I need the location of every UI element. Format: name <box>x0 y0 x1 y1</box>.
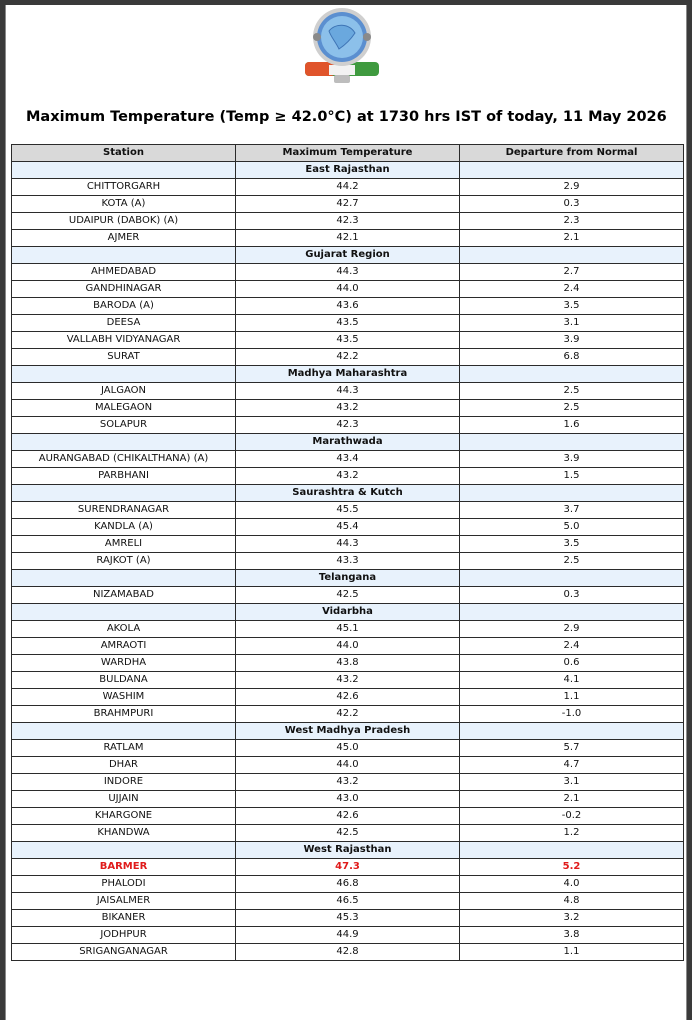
table-row <box>12 468 684 485</box>
region-header-row <box>12 570 684 587</box>
region-empty-cell <box>12 570 236 587</box>
max-temperature-cell: 43.5 <box>236 315 460 332</box>
departure-cell: 2.9 <box>460 179 684 196</box>
station-cell: BARMER <box>12 859 236 876</box>
table-row <box>12 553 684 570</box>
table-row <box>12 944 684 961</box>
departure-cell: 3.5 <box>460 298 684 315</box>
page-title: Maximum Temperature (Temp ≥ 42.0°C) at 1730 hrs IST of today, 11 May 2026 <box>26 109 667 125</box>
region-header-row <box>12 604 684 621</box>
station-cell: INDORE <box>12 774 236 791</box>
table-row <box>12 893 684 910</box>
departure-cell: 4.1 <box>460 672 684 689</box>
departure-cell: 1.5 <box>460 468 684 485</box>
max-temperature-cell: 43.8 <box>236 655 460 672</box>
station-cell: KHANDWA <box>12 825 236 842</box>
station-cell: DEESA <box>12 315 236 332</box>
max-temperature-cell: 43.4 <box>236 451 460 468</box>
departure-cell: 3.5 <box>460 536 684 553</box>
table-row <box>12 876 684 893</box>
region-empty-cell <box>460 366 684 383</box>
region-empty-cell <box>460 842 684 859</box>
table-row <box>12 502 684 519</box>
table-row <box>12 757 684 774</box>
max-temperature-cell: 42.5 <box>236 825 460 842</box>
max-temperature-cell: 44.3 <box>236 264 460 281</box>
station-cell: SOLAPUR <box>12 417 236 434</box>
max-temperature-cell: 43.2 <box>236 774 460 791</box>
station-cell: VALLABH VIDYANAGAR <box>12 332 236 349</box>
table-row <box>12 298 684 315</box>
max-temperature-cell: 42.3 <box>236 213 460 230</box>
max-temperature-cell: 43.5 <box>236 332 460 349</box>
table-row <box>12 689 684 706</box>
max-temperature-cell: 44.0 <box>236 757 460 774</box>
departure-cell: 2.1 <box>460 230 684 247</box>
table-row <box>12 400 684 417</box>
table-row <box>12 536 684 553</box>
max-temperature-cell: 44.9 <box>236 927 460 944</box>
station-cell: BULDANA <box>12 672 236 689</box>
max-temperature-cell: 44.3 <box>236 536 460 553</box>
departure-cell: 2.9 <box>460 621 684 638</box>
table-row <box>12 332 684 349</box>
table-row <box>12 349 684 366</box>
max-temperature-cell: 45.0 <box>236 740 460 757</box>
table-row <box>12 638 684 655</box>
station-cell: BRAHMPURI <box>12 706 236 723</box>
station-cell: BIKANER <box>12 910 236 927</box>
station-cell: WASHIM <box>12 689 236 706</box>
station-cell: AMRELI <box>12 536 236 553</box>
table-row <box>12 451 684 468</box>
table-row <box>12 587 684 604</box>
region-empty-cell <box>12 162 236 179</box>
region-empty-cell <box>12 842 236 859</box>
region-name: Vidarbha <box>236 604 460 621</box>
table-row <box>12 740 684 757</box>
departure-cell: 1.1 <box>460 689 684 706</box>
departure-cell: 2.5 <box>460 553 684 570</box>
column-header-departure: Departure from Normal <box>460 145 684 162</box>
region-empty-cell <box>460 570 684 587</box>
region-name: West Rajasthan <box>236 842 460 859</box>
departure-cell: 1.6 <box>460 417 684 434</box>
table-row <box>12 825 684 842</box>
departure-cell: 2.4 <box>460 638 684 655</box>
departure-cell: 5.2 <box>460 859 684 876</box>
station-cell: SRIGANGANAGAR <box>12 944 236 961</box>
station-cell: CHITTORGARH <box>12 179 236 196</box>
region-empty-cell <box>460 604 684 621</box>
max-temperature-cell: 46.5 <box>236 893 460 910</box>
max-temperature-cell: 43.2 <box>236 468 460 485</box>
station-cell: AMRAOTI <box>12 638 236 655</box>
region-empty-cell <box>12 723 236 740</box>
max-temperature-cell: 47.3 <box>236 859 460 876</box>
table-body <box>12 162 684 961</box>
table-row <box>12 196 684 213</box>
departure-cell: 5.7 <box>460 740 684 757</box>
region-empty-cell <box>12 247 236 264</box>
departure-cell: 3.9 <box>460 332 684 349</box>
table-row <box>12 519 684 536</box>
station-cell: SURENDRANAGAR <box>12 502 236 519</box>
departure-cell: 2.7 <box>460 264 684 281</box>
table-row <box>12 774 684 791</box>
table-row <box>12 791 684 808</box>
station-cell: GANDHINAGAR <box>12 281 236 298</box>
station-cell: AJMER <box>12 230 236 247</box>
region-header-row <box>12 434 684 451</box>
station-cell: KANDLA (A) <box>12 519 236 536</box>
departure-cell: 3.1 <box>460 774 684 791</box>
departure-cell: 1.1 <box>460 944 684 961</box>
station-cell: SURAT <box>12 349 236 366</box>
table-row <box>12 859 684 876</box>
table-row <box>12 927 684 944</box>
station-cell: JAISALMER <box>12 893 236 910</box>
departure-cell: 2.1 <box>460 791 684 808</box>
region-name: Gujarat Region <box>236 247 460 264</box>
region-empty-cell <box>12 366 236 383</box>
region-header-row <box>12 162 684 179</box>
table-row <box>12 910 684 927</box>
table-row <box>12 655 684 672</box>
region-empty-cell <box>460 434 684 451</box>
region-empty-cell <box>460 485 684 502</box>
departure-cell: 2.5 <box>460 400 684 417</box>
max-temperature-cell: 45.5 <box>236 502 460 519</box>
table-row <box>12 621 684 638</box>
temperature-table <box>11 144 684 961</box>
station-cell: UDAIPUR (DABOK) (A) <box>12 213 236 230</box>
departure-cell: 3.8 <box>460 927 684 944</box>
departure-cell: 4.8 <box>460 893 684 910</box>
region-header-row <box>12 723 684 740</box>
table-row <box>12 264 684 281</box>
departure-cell: 5.0 <box>460 519 684 536</box>
max-temperature-cell: 44.3 <box>236 383 460 400</box>
region-name: West Madhya Pradesh <box>236 723 460 740</box>
table-row <box>12 417 684 434</box>
max-temperature-cell: 43.2 <box>236 672 460 689</box>
departure-cell: 0.3 <box>460 587 684 604</box>
departure-cell: 1.2 <box>460 825 684 842</box>
imd-logo-icon <box>301 5 383 87</box>
region-empty-cell <box>12 434 236 451</box>
column-header-station: Station <box>12 145 236 162</box>
table-row <box>12 672 684 689</box>
departure-cell: 6.8 <box>460 349 684 366</box>
column-header-max-temperature: Maximum Temperature <box>236 145 460 162</box>
departure-cell: 0.6 <box>460 655 684 672</box>
station-cell: AHMEDABAD <box>12 264 236 281</box>
table-row <box>12 213 684 230</box>
region-empty-cell <box>12 604 236 621</box>
region-name: Telangana <box>236 570 460 587</box>
departure-cell: 3.1 <box>460 315 684 332</box>
max-temperature-cell: 44.0 <box>236 281 460 298</box>
table-header-row <box>12 145 684 162</box>
max-temperature-cell: 42.2 <box>236 706 460 723</box>
max-temperature-cell: 45.4 <box>236 519 460 536</box>
station-cell: NIZAMABAD <box>12 587 236 604</box>
max-temperature-cell: 43.3 <box>236 553 460 570</box>
region-empty-cell <box>12 485 236 502</box>
station-cell: RAJKOT (A) <box>12 553 236 570</box>
station-cell: PHALODI <box>12 876 236 893</box>
station-cell: AURANGABAD (CHIKALTHANA) (A) <box>12 451 236 468</box>
max-temperature-cell: 42.2 <box>236 349 460 366</box>
station-cell: WARDHA <box>12 655 236 672</box>
region-name: Saurashtra & Kutch <box>236 485 460 502</box>
table-row <box>12 706 684 723</box>
max-temperature-cell: 44.2 <box>236 179 460 196</box>
departure-cell: 3.2 <box>460 910 684 927</box>
departure-cell: 2.3 <box>460 213 684 230</box>
max-temperature-cell: 42.6 <box>236 808 460 825</box>
table-row <box>12 281 684 298</box>
max-temperature-cell: 43.2 <box>236 400 460 417</box>
station-cell: MALEGAON <box>12 400 236 417</box>
table-row <box>12 315 684 332</box>
region-name: Madhya Maharashtra <box>236 366 460 383</box>
station-cell: AKOLA <box>12 621 236 638</box>
max-temperature-cell: 42.7 <box>236 196 460 213</box>
max-temperature-cell: 44.0 <box>236 638 460 655</box>
max-temperature-cell: 46.8 <box>236 876 460 893</box>
region-name: East Rajasthan <box>236 162 460 179</box>
max-temperature-cell: 45.3 <box>236 910 460 927</box>
table-row <box>12 808 684 825</box>
region-empty-cell <box>460 723 684 740</box>
max-temperature-cell: 42.8 <box>236 944 460 961</box>
station-cell: JALGAON <box>12 383 236 400</box>
max-temperature-cell: 42.5 <box>236 587 460 604</box>
departure-cell: -0.2 <box>460 808 684 825</box>
departure-cell: -1.0 <box>460 706 684 723</box>
departure-cell: 3.7 <box>460 502 684 519</box>
departure-cell: 2.4 <box>460 281 684 298</box>
station-cell: UJJAIN <box>12 791 236 808</box>
region-header-row <box>12 247 684 264</box>
max-temperature-cell: 45.1 <box>236 621 460 638</box>
departure-cell: 0.3 <box>460 196 684 213</box>
region-name: Marathwada <box>236 434 460 451</box>
max-temperature-cell: 43.6 <box>236 298 460 315</box>
document-page <box>5 5 687 1020</box>
table-row <box>12 383 684 400</box>
max-temperature-cell: 43.0 <box>236 791 460 808</box>
station-cell: KOTA (A) <box>12 196 236 213</box>
departure-cell: 4.0 <box>460 876 684 893</box>
departure-cell: 4.7 <box>460 757 684 774</box>
table-row <box>12 179 684 196</box>
station-cell: DHAR <box>12 757 236 774</box>
station-cell: RATLAM <box>12 740 236 757</box>
departure-cell: 3.9 <box>460 451 684 468</box>
region-header-row <box>12 842 684 859</box>
max-temperature-cell: 42.3 <box>236 417 460 434</box>
max-temperature-cell: 42.6 <box>236 689 460 706</box>
departure-cell: 2.5 <box>460 383 684 400</box>
region-empty-cell <box>460 162 684 179</box>
station-cell: PARBHANI <box>12 468 236 485</box>
max-temperature-cell: 42.1 <box>236 230 460 247</box>
region-header-row <box>12 366 684 383</box>
region-empty-cell <box>460 247 684 264</box>
region-header-row <box>12 485 684 502</box>
station-cell: KHARGONE <box>12 808 236 825</box>
table-row <box>12 230 684 247</box>
station-cell: BARODA (A) <box>12 298 236 315</box>
station-cell: JODHPUR <box>12 927 236 944</box>
